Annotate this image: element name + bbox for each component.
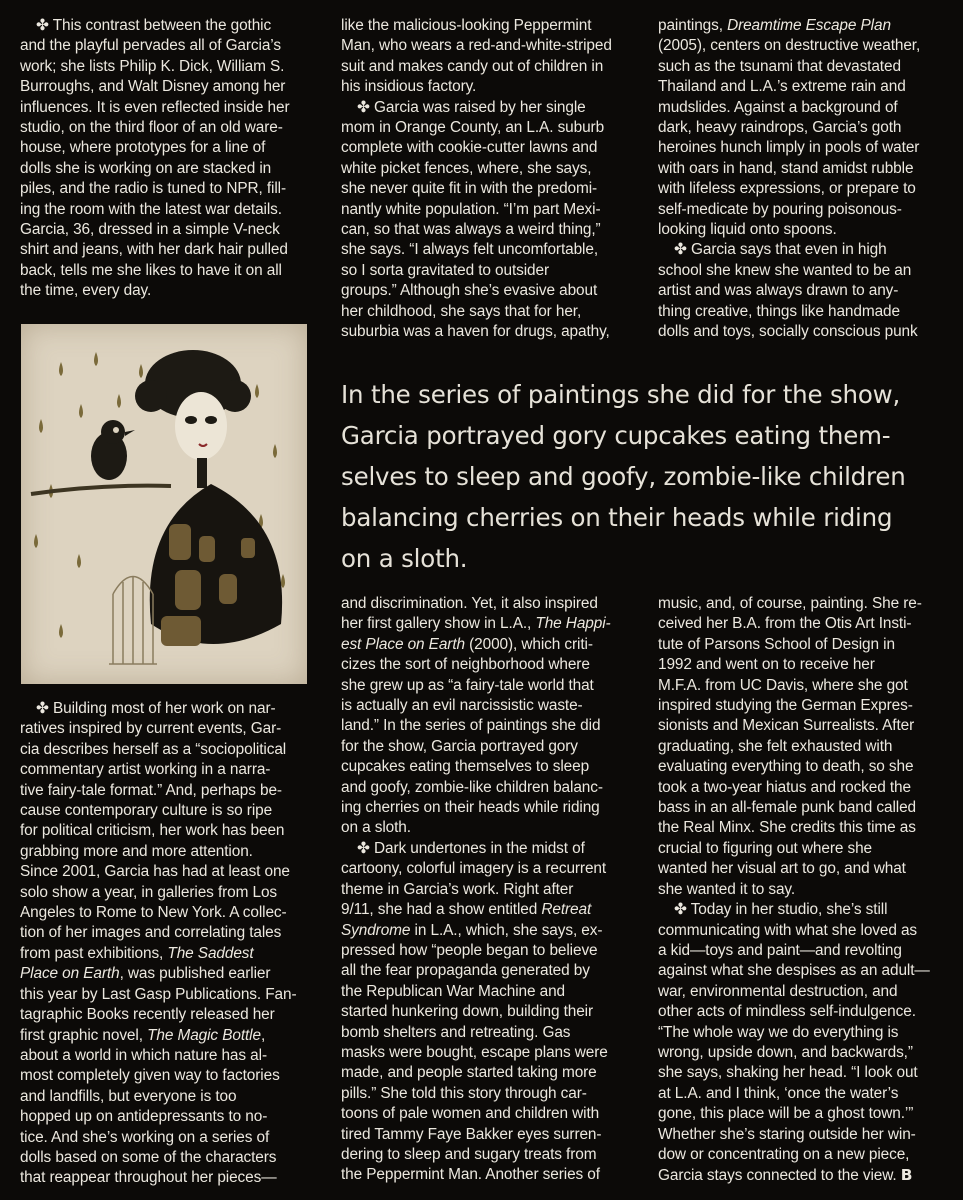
paragraph: music, and, of course, painting. She re- ceived her B.A. from the Otis Art Insti- tute of Parsons School of Design in 1992 and went on to receive her M.F.A. from UC Davis, where she got inspired studying the German Expres- sionists and Mexican Surrealists. After graduating, she felt exhausted with evaluating everything to death, so she took a two-year hiatus and rocked the bass in an all-female punk band called the Real Minx. She credits this time as crucial to figuring out where she wanted her visual art to go, and what she wanted it to say.	[658, 595, 922, 898]
paragraph: ✤ Garcia says that even in high school she knew she wanted to be an artist and was always drawn to any- thing creative, things like handmade dolls and toys, socially conscious punk	[658, 241, 918, 341]
bullet-icon: ✤	[357, 839, 370, 857]
paragraph: ✤ Today in her studio, she’s still communicating with what she loved as a kid—toys and paint—and revolting against what she despises as an adult— war, environmental destruction, and other acts of mindless self-indulgence. “The whole way we do everything is wrong, upside down, and backwards,” she says, shaking her head. “I look out at L.A. and I think, ‘once the water’s gone, this place will be a ghost town.’” Whether she’s staring outside her win- dow or concentrating on a new piece, Garcia stays connected to the view. B	[658, 901, 930, 1185]
paragraph: and discrimination. Yet, it also inspired her first gallery show in L.A., The Happi- est Place on Earth (2000), which criti- cizes the sort of neighborhood where she grew up as “a fairy-tale world that is actually an evil narcissistic waste- land.” In the series of paintings she did for the show, Garcia portrayed gory cupcakes eating themselves to sleep and goofy, zombie-like children balanc- ing cherries on their heads while riding on a sloth.	[341, 595, 611, 837]
book-title: The Magic Bottle	[147, 1026, 261, 1044]
book-title: The Saddest	[167, 944, 254, 962]
column-1-bottom	[20, 699, 320, 1189]
column-2-top	[341, 16, 641, 343]
bullet-icon: ✤	[36, 700, 49, 717]
paragraph: paintings, Dreamtime Escape Plan (2005), centers on destructive weather, such as the tsunami that devastated Thailand and L.A.’s extreme rain and mudslides. Against a background of dark, heavy raindrops, Garcia’s goth heroines hunch limply in pools of water with oars in hand, stand amidst rubble with lifeless expressions, or prepare to self-medicate by pouring poisonous- looking liquid onto spoons.	[658, 17, 921, 239]
column-3-top	[658, 16, 958, 343]
pull-quote: In the series of paintings she did for the show, Garcia portrayed gory cupcakes eating them- selves to sleep and goofy, zombie-like children balancing cherries on their heads while riding on a sloth.	[341, 380, 906, 573]
paragraph: ✤ This contrast between the gothic and the playful pervades all of Garcia’s work; she lists Philip K. Dick, William S. Burroughs, and Walt Disney among her influences. It is even reflected inside her studio, on the third floor of an old ware- house, where prototypes for a line of dolls she is working on are stacked in piles, and the radio is tuned to NPR, fill- ing the room with the latest war details. Garcia, 36, dressed in a simple V-neck shirt and jeans, with her dark hair pulled back, tells me she likes to have it on all the time, every day.	[20, 17, 290, 300]
paragraph: ✤ Garcia was raised by her single mom in Orange County, an L.A. suburb complete with cookie-cutter lawns and white picket fences, where, she says, she never quite fit in with the predomi- nantly white population. “I’m part Mexi- can, so that was always a weird thing,” she says. “I always felt uncomfortable, so I sorta gravitated to outsider groups.” Although she’s evasive about her childhood, she says that for her, suburbia was a haven for drugs, apathy,	[341, 98, 610, 341]
show-title: The Happi-	[535, 615, 611, 633]
end-mark-icon: B	[900, 1166, 913, 1185]
bullet-icon: ✤	[674, 241, 687, 259]
show-title: Syndrome	[341, 921, 411, 939]
column-1-top	[20, 16, 320, 302]
column-2-bottom	[341, 594, 641, 1186]
painting-illustration	[21, 324, 307, 684]
bullet-icon: ✤	[674, 901, 687, 919]
show-title: est Place on Earth	[341, 635, 465, 653]
show-title: Retreat	[541, 901, 592, 919]
book-title: Place on Earth	[20, 965, 120, 983]
paragraph: ✤ Dark undertones in the midst of cartoony, colorful imagery is a recurrent theme in Garcia’s work. Right after 9/11, she had a show entitled Retreat Syndrome in L.A., which, she says, ex- pressed how “people began to believe all the fear propaganda generated by the Republican War Machine and started hunkering down, building their bomb shelters and retreating. Gas masks were bought, escape plans were made, and people started taking more pills.” She told this story through car- toons of pale women and children with tired Tammy Faye Bakker eyes surren- dering to sleep and sugary treats from the Peppermint Man. Another series of	[341, 839, 608, 1184]
column-3-bottom	[658, 594, 958, 1187]
bullet-icon: ✤	[36, 17, 49, 34]
paragraph: ✤ Building most of her work on nar- ratives inspired by current events, Gar- cia describes herself as a “sociopolitical commentary artist working in a narra- tive fairy-tale format.” And, perhaps be- cause contemporary culture is so ripe for political criticism, her work has been grabbing more and more attention. Since 2001, Garcia has had at least one solo show a year, in galleries from Los Angeles to Rome to New York. A collec- tion of her images and correlating tales from past exhibitions, The Saddest Place on Earth, was published earlier this year by Last Gasp Publications. Fan- tagraphic Books recently released her first graphic novel, The Magic Bottle, about a world in which nature has al- most completely given way to factories and landfills, but everyone is too hopped up on antidepressants to no- tice. And she’s working on a series of dolls based on some of the characters that reappear throughout her pieces—	[20, 700, 297, 1187]
bullet-icon: ✤	[357, 98, 370, 116]
artwork-image	[21, 324, 307, 684]
painting-title: Dreamtime Escape Plan	[727, 17, 891, 34]
paragraph: like the malicious-looking Peppermint Man, who wears a red-and-white-striped suit and makes candy out of children in his insidious factory.	[341, 17, 612, 96]
